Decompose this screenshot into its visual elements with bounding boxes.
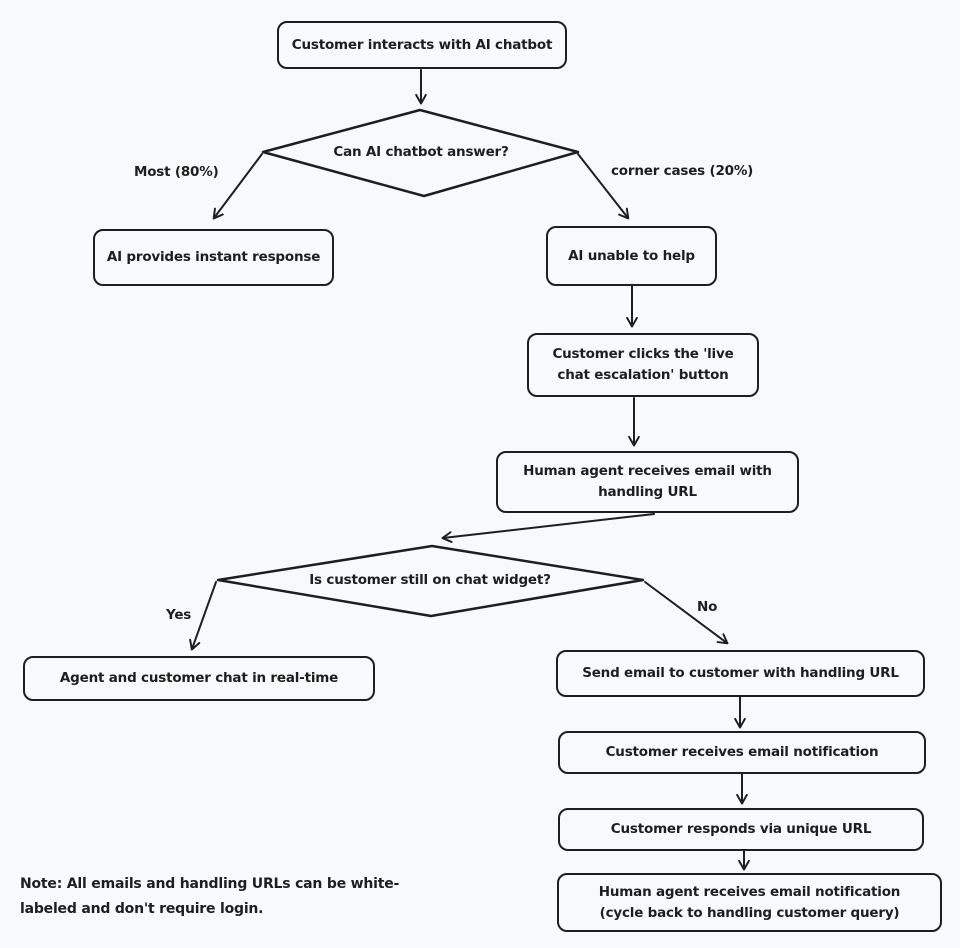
edge-agentemail-decision2 [443,514,654,538]
node-live-chat-escalation: Customer clicks the 'live chat escalation' button [527,333,759,397]
edge-label-no: No [697,599,718,615]
decision1-diamond [263,110,578,196]
decision1-label: Can AI chatbot answer? [333,144,509,160]
decision2-diamond [218,546,643,616]
edge-label-most-80: Most (80%) [134,164,219,180]
edge-decision2-realtime [192,582,216,649]
node-agent-receives-email: Human agent receives email with handling URL [496,451,799,513]
edge-decision1-instant [214,154,262,218]
node-start: Customer interacts with AI chatbot [277,21,567,69]
node-realtime-chat: Agent and customer chat in real-time [23,656,375,701]
node-customer-responds-url: Customer responds via unique URL [558,808,924,851]
node-agent-receives-notification: Human agent receives email notification (cycle back to handling customer query) [557,873,942,932]
node-send-email-customer: Send email to customer with handling URL [556,650,925,697]
edge-label-corner-cases-20: corner cases (20%) [611,163,754,179]
node-ai-unable: AI unable to help [546,226,717,286]
whitelabel-note: Note: All emails and handling URLs can be white-labeled and don't require login. [20,876,400,917]
node-ai-instant-response: AI provides instant response [93,229,334,286]
edge-label-yes: Yes [166,607,192,623]
node-customer-receives-notification: Customer receives email notification [558,731,926,774]
decision2-label: Is customer still on chat widget? [309,572,551,588]
